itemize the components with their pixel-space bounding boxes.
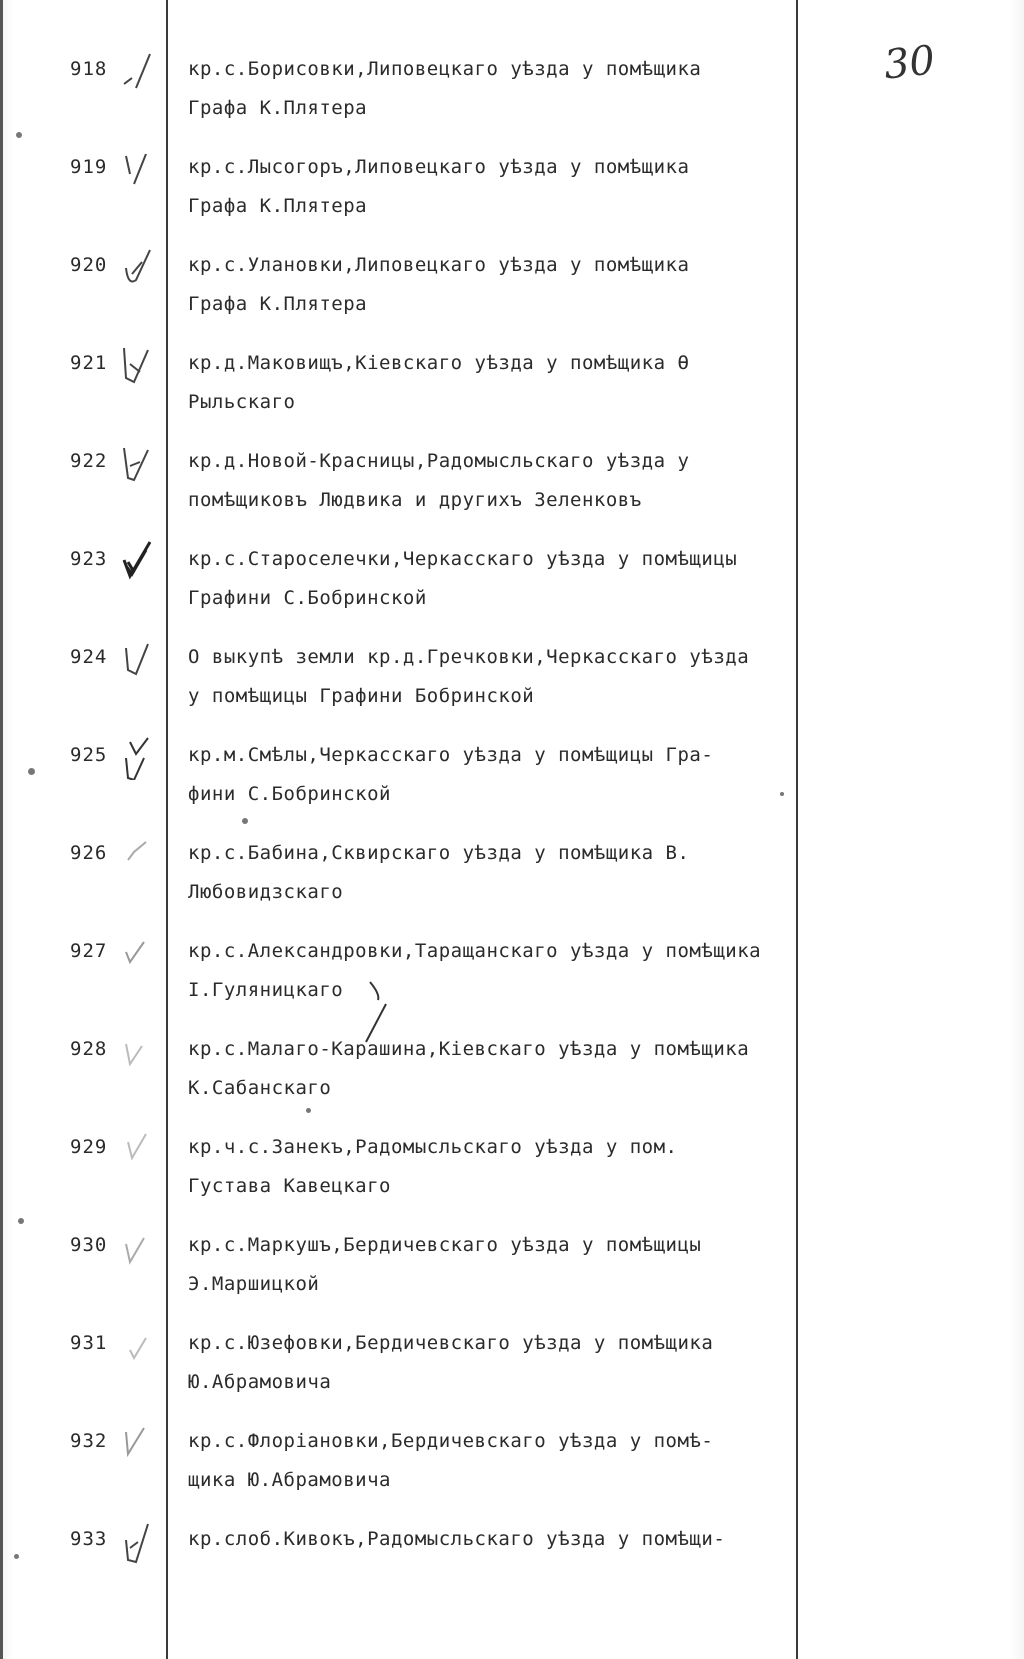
checkmark-icon (120, 1226, 160, 1270)
entry-927 (0, 940, 1024, 1032)
entry-text-line-1: О выкупѣ земли кр.д.Гречковки,Черкасскаго уѣзда (188, 646, 750, 668)
entry-number: 924 (70, 646, 108, 668)
entry-928 (0, 1038, 1024, 1130)
entry-929 (0, 1136, 1024, 1228)
entry-933 (0, 1528, 1024, 1620)
entry-text-line-1: кр.ч.с.Занекъ,Радомысльскаго уѣзда у пом. (188, 1136, 678, 1158)
entry-text-line-1: кр.с.Малаго-Карашина,Кіевскаго уѣзда у помѣщика (188, 1038, 750, 1060)
entry-text-line-1: кр.с.Маркушъ,Бердичевскаго уѣзда у помѣщицы (188, 1234, 702, 1256)
checkmark-icon (120, 442, 160, 486)
entry-number: 920 (70, 254, 108, 276)
entry-text-line-1: кр.д.Новой-Красницы,Радомысльскаго уѣзда у (188, 450, 690, 472)
entry-text-line-2: Рыльскаго (188, 391, 296, 413)
entry-text-line-1: кр.с.Улановки,Липовецкаго уѣзда у помѣщика (188, 254, 690, 276)
handwritten-page-number: 30 (881, 37, 938, 89)
entry-text-line-1: кр.слоб.Кивокъ,Радомысльскаго уѣзда у помѣщи- (188, 1528, 726, 1550)
entry-text-line-2: у помѣщицы Графини Бобринской (188, 685, 535, 707)
entry-number: 929 (70, 1136, 108, 1158)
checkmark-icon (120, 638, 160, 682)
margin-speck (18, 1218, 24, 1224)
checkmark-icon (120, 344, 160, 388)
checkmark-icon (120, 834, 160, 878)
checkmark-icon (120, 148, 160, 192)
entry-text-line-2: І.Гуляницкаго (188, 979, 344, 1001)
entry-text-line-1: кр.с.Александровки,Таращанскаго уѣзда у помѣщика (188, 940, 762, 962)
entry-number: 933 (70, 1528, 108, 1550)
entry-text-line-2: Густава Кавецкаго (188, 1175, 391, 1197)
entry-number: 923 (70, 548, 108, 570)
entry-text-line-2: Графа К.Плятера (188, 195, 368, 217)
entry-number: 927 (70, 940, 108, 962)
checkmark-icon (120, 1030, 160, 1074)
entry-text-line-2: Графа К.Плятера (188, 97, 368, 119)
margin-speck (14, 1554, 19, 1559)
entry-text-line-2: фини С.Бобринской (188, 783, 391, 805)
entry-918 (0, 58, 1024, 150)
stray-pen-stroke-icon (358, 980, 408, 1046)
entry-number: 928 (70, 1038, 108, 1060)
entry-923 (0, 548, 1024, 640)
entry-925 (0, 744, 1024, 836)
entry-text-line-2: помѣщиковъ Людвика и другихъ Зеленковъ (188, 489, 642, 511)
entry-number: 931 (70, 1332, 108, 1354)
checkmark-icon (120, 1520, 160, 1564)
entry-text-line-1: кр.с.Борисовки,Липовецкаго уѣзда у помѣщика (188, 58, 702, 80)
entry-text-line-2: Графини С.Бобринской (188, 587, 427, 609)
entry-text-line-2: Ю.Абрамовича (188, 1371, 332, 1393)
entry-931 (0, 1332, 1024, 1424)
checkmark-icon (120, 932, 160, 976)
checkmark-icon (120, 246, 160, 290)
checkmark-icon (120, 1422, 160, 1466)
entry-924 (0, 646, 1024, 738)
margin-speck (16, 132, 22, 138)
entry-922 (0, 450, 1024, 542)
entry-number: 921 (70, 352, 108, 374)
entry-text-line-1: кр.с.Бабина,Сквирскаго уѣзда у помѣщика В. (188, 842, 690, 864)
checkmark-icon (120, 1128, 160, 1172)
entry-number: 919 (70, 156, 108, 178)
margin-speck (242, 818, 248, 824)
entry-number: 926 (70, 842, 108, 864)
entry-text-line-1: кр.д.Маковищъ,Кіевскаго уѣзда у помѣщика Ѳ (188, 352, 690, 374)
entry-926 (0, 842, 1024, 934)
entry-text-line-1: кр.м.Смѣлы,Черкасскаго уѣзда у помѣщицы Гра- (188, 744, 714, 766)
entry-number: 918 (70, 58, 108, 80)
entry-number: 922 (70, 450, 108, 472)
entry-920 (0, 254, 1024, 346)
checkmark-icon (120, 1324, 160, 1368)
entry-number: 932 (70, 1430, 108, 1452)
entry-text-line-2: Графа К.Плятера (188, 293, 368, 315)
entry-text-line-2: Любовидзскаго (188, 881, 344, 903)
entry-921 (0, 352, 1024, 444)
entry-919 (0, 156, 1024, 248)
entry-text-line-1: кр.с.Староселечки,Черкасскаго уѣзда у помѣщицы (188, 548, 738, 570)
entry-text-line-2: щика Ю.Абрамовича (188, 1469, 391, 1491)
entry-text-line-2: Э.Маршицкой (188, 1273, 320, 1295)
margin-speck (780, 792, 784, 796)
entry-text-line-2: К.Сабанскаго (188, 1077, 332, 1099)
entry-text-line-1: кр.с.Юзефовки,Бердичевскаго уѣзда у помѣщика (188, 1332, 714, 1354)
checkmark-icon (120, 540, 160, 584)
entry-number: 925 (70, 744, 108, 766)
checkmark-icon (120, 50, 160, 94)
margin-speck (306, 1108, 311, 1113)
entry-932 (0, 1430, 1024, 1522)
entry-text-line-1: кр.с.Флоріановки,Бердичевскаго уѣзда у помѣ- (188, 1430, 714, 1452)
checkmark-icon (120, 736, 160, 780)
entry-text-line-1: кр.с.Лысогоръ,Липовецкаго уѣзда у помѣщика (188, 156, 690, 178)
margin-speck (28, 768, 35, 775)
entry-930 (0, 1234, 1024, 1326)
entry-number: 930 (70, 1234, 108, 1256)
